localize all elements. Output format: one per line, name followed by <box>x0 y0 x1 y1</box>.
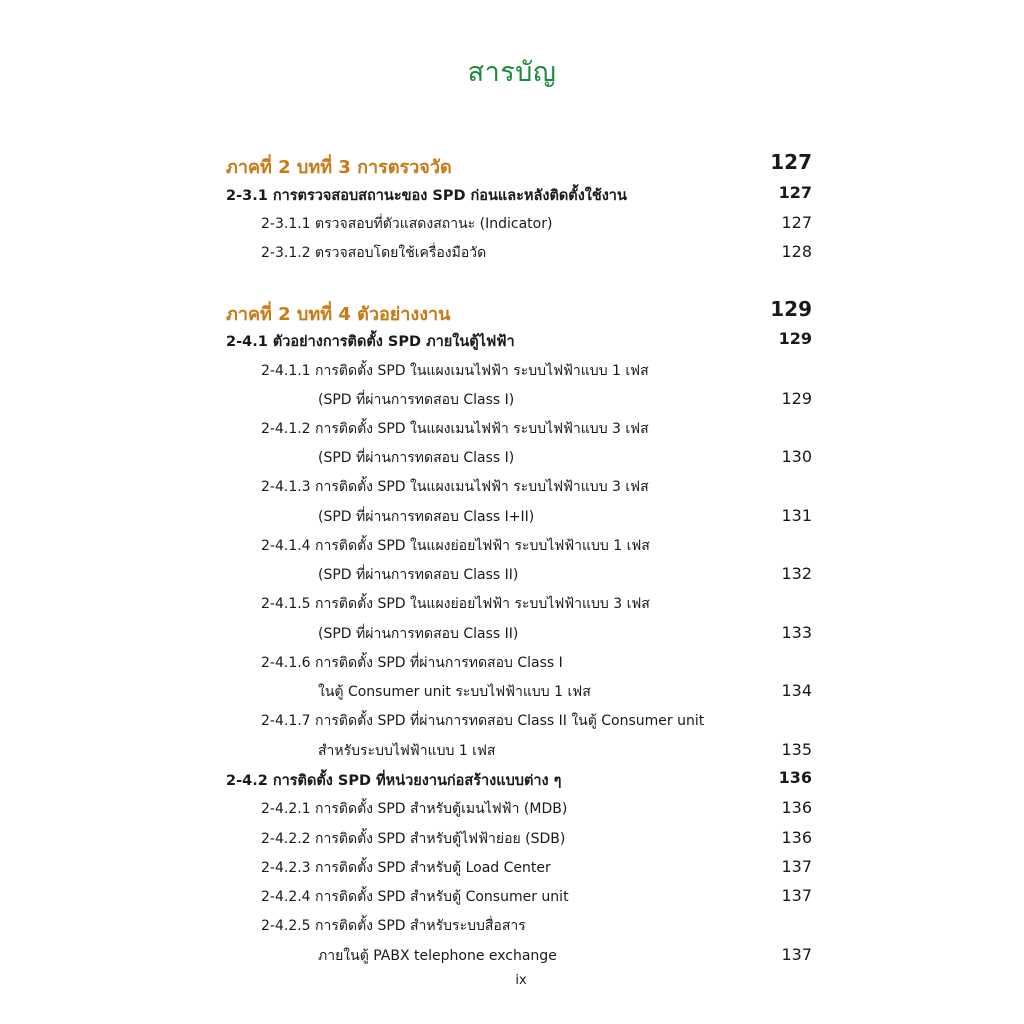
toc-entry-cont <box>0 564 1024 590</box>
toc-entry-label: 2-4.2.4 การติดตั้ง SPD สำหรับตู้ Consumer unit <box>261 889 569 905</box>
toc-entry-label: ในตู้ Consumer unit ระบบไฟฟ้าแบบ 1 เฟส <box>318 684 591 700</box>
toc-entry-page-number: 133 <box>781 623 812 642</box>
toc-entry-label: ภายในตู้ PABX telephone exchange <box>318 948 557 964</box>
toc-entry-sub <box>0 360 1024 386</box>
toc-entry-label: 2-3.1.1 ตรวจสอบที่ตัวแสดงสถานะ (Indicator) <box>261 216 553 232</box>
toc-entry-label: 2-4.1.1 การติดตั้ง SPD ในแผงเมนไฟฟ้า ระบบไฟฟ้าแบบ 1 เฟส <box>261 363 649 379</box>
toc-entry-label: 2-4.2.2 การติดตั้ง SPD สำหรับตู้ไฟฟ้าย่อย (SDB) <box>261 831 566 847</box>
toc-entry-label: (SPD ที่ผ่านการทดสอบ Class I) <box>318 392 515 408</box>
toc-entry-part <box>0 152 1024 178</box>
toc-entry-sub <box>0 476 1024 502</box>
toc-entry-cont <box>0 681 1024 707</box>
toc-entry-cont <box>0 945 1024 971</box>
toc-entry-label: 2-4.1.6 การติดตั้ง SPD ที่ผ่านการทดสอบ Class I <box>261 655 563 671</box>
toc-entry-page-number: 137 <box>781 886 812 905</box>
toc-entry-label: ภาคที่ 2 บทที่ 4 ตัวอย่างงาน <box>226 304 451 325</box>
toc-entry-section <box>0 184 1024 210</box>
toc-entry-label: 2-4.2.3 การติดตั้ง SPD สำหรับตู้ Load Center <box>261 860 551 876</box>
toc-entry-page-number: 137 <box>781 857 812 876</box>
toc-entry-page-number: 136 <box>781 798 812 817</box>
toc-entry-sub <box>0 798 1024 824</box>
toc-entry-label: 2-3.1.2 ตรวจสอบโดยใช้เครื่องมือวัด <box>261 245 487 261</box>
toc-entry-page-number: 136 <box>778 768 812 787</box>
toc-entry-label: 2-4.1.7 การติดตั้ง SPD ที่ผ่านการทดสอบ Class II ในตู้ Consumer unit <box>261 713 705 729</box>
toc-entry-cont <box>0 740 1024 766</box>
toc-entry-label: 2-3.1 การตรวจสอบสถานะของ SPD ก่อนและหลังติดตั้งใช้งาน <box>226 188 627 204</box>
toc-entry-label: สำหรับระบบไฟฟ้าแบบ 1 เฟส <box>318 743 496 759</box>
toc-entry-page-number: 127 <box>781 213 812 232</box>
page-title: สารบัญ <box>467 57 557 88</box>
toc-entry-label: 2-4.1.4 การติดตั้ง SPD ในแผงย่อยไฟฟ้า ระบบไฟฟ้าแบบ 1 เฟส <box>261 538 650 554</box>
page-number: ix <box>515 973 527 988</box>
toc-entry-sub <box>0 213 1024 239</box>
toc-entry-label: 2-4.1.2 การติดตั้ง SPD ในแผงเมนไฟฟ้า ระบบไฟฟ้าแบบ 3 เฟส <box>261 421 649 437</box>
toc-entry-cont <box>0 623 1024 649</box>
toc-entry-section <box>0 330 1024 356</box>
toc-entry-cont <box>0 389 1024 415</box>
toc-entry-sub <box>0 535 1024 561</box>
toc-entry-sub <box>0 857 1024 883</box>
toc-entry-page-number: 130 <box>781 447 812 466</box>
toc-entry-sub <box>0 418 1024 444</box>
toc-entry-sub <box>0 593 1024 619</box>
toc-entry-page-number: 129 <box>778 329 812 348</box>
toc-entry-section <box>0 769 1024 795</box>
toc-entry-sub <box>0 710 1024 736</box>
toc-entry-page-number: 135 <box>781 740 812 759</box>
toc-entry-page-number: 127 <box>778 183 812 202</box>
toc-entry-label: ภาคที่ 2 บทที่ 3 การตรวจวัด <box>226 157 452 178</box>
toc-entry-sub <box>0 242 1024 268</box>
toc-entry-part <box>0 299 1024 325</box>
toc-entry-label: 2-4.1.3 การติดตั้ง SPD ในแผงเมนไฟฟ้า ระบบไฟฟ้าแบบ 3 เฟส <box>261 479 649 495</box>
toc-entry-sub <box>0 652 1024 678</box>
toc-entry-label: (SPD ที่ผ่านการทดสอบ Class I) <box>318 450 515 466</box>
toc-entry-page-number: 132 <box>781 564 812 583</box>
toc-entry-sub <box>0 828 1024 854</box>
toc-entry-label: 2-4.2 การติดตั้ง SPD ที่หน่วยงานก่อสร้างแบบต่าง ๆ <box>226 773 562 789</box>
toc-entry-label: 2-4.1 ตัวอย่างการติดตั้ง SPD ภายในตู้ไฟฟ้า <box>226 334 515 350</box>
toc-entry-cont <box>0 506 1024 532</box>
toc-entry-label: (SPD ที่ผ่านการทดสอบ Class II) <box>318 567 519 583</box>
toc-entry-sub <box>0 886 1024 912</box>
toc-entry-label: 2-4.1.5 การติดตั้ง SPD ในแผงย่อยไฟฟ้า ระบบไฟฟ้าแบบ 3 เฟส <box>261 596 650 612</box>
toc-entry-page-number: 131 <box>781 506 812 525</box>
toc-entry-page-number: 128 <box>781 242 812 261</box>
toc-entry-page-number: 127 <box>770 150 812 174</box>
toc-entry-label: (SPD ที่ผ่านการทดสอบ Class II) <box>318 626 519 642</box>
toc-entry-page-number: 129 <box>770 297 812 321</box>
toc-entry-page-number: 134 <box>781 681 812 700</box>
toc-entry-page-number: 137 <box>781 945 812 964</box>
toc-entry-sub <box>0 915 1024 941</box>
toc-entry-page-number: 136 <box>781 828 812 847</box>
toc-entry-label: (SPD ที่ผ่านการทดสอบ Class I+II) <box>318 509 535 525</box>
toc-entry-page-number: 129 <box>781 389 812 408</box>
toc-entry-cont <box>0 447 1024 473</box>
toc-entry-label: 2-4.2.5 การติดตั้ง SPD สำหรับระบบสื่อสาร <box>261 918 526 934</box>
toc-entry-label: 2-4.2.1 การติดตั้ง SPD สำหรับตู้เมนไฟฟ้า (MDB) <box>261 801 568 817</box>
